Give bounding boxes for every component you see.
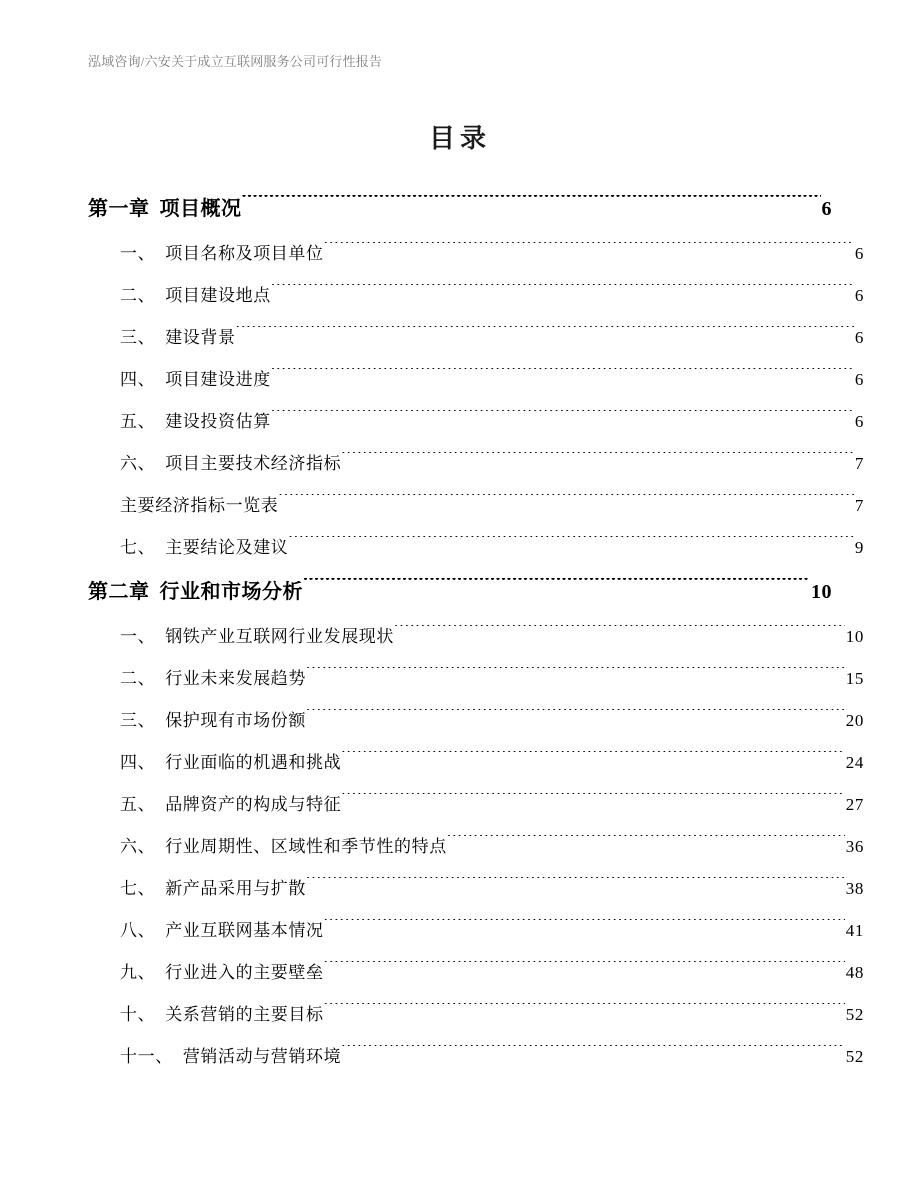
toc-entry-text: 项目主要技术经济指标 <box>165 454 342 473</box>
toc-leader-dots <box>447 835 845 852</box>
toc-page-number: 41 <box>845 921 864 940</box>
toc-entry-label <box>88 569 303 616</box>
toc-leader-dots <box>341 1045 845 1062</box>
toc-entry-label <box>88 186 242 233</box>
toc-entry-number: 五、 <box>120 412 156 431</box>
toc-leader-dots <box>324 1003 845 1020</box>
toc-page-number: 48 <box>845 963 864 982</box>
toc-entry-text: 新产品采用与扩散 <box>165 879 307 898</box>
toc-leader-dots <box>324 919 845 936</box>
toc-entry-number: 四、 <box>120 753 156 772</box>
toc-entry-label <box>120 275 271 317</box>
toc-entry-label <box>120 742 341 784</box>
toc-page-number: 6 <box>821 198 832 220</box>
toc-leader-dots <box>324 961 845 978</box>
toc-entry-label <box>120 658 306 700</box>
toc-leader-dots <box>288 536 853 553</box>
toc-entry-number: 第二章 <box>88 581 150 603</box>
toc-entry-number: 六、 <box>120 837 156 856</box>
toc-chapter-entry[interactable] <box>88 186 832 233</box>
toc-entry-label <box>120 317 236 359</box>
toc-entry-number: 第一章 <box>88 198 150 220</box>
toc-entry-number: 二、 <box>120 669 156 688</box>
toc-entry-label <box>120 700 306 742</box>
toc-entry-label <box>120 952 324 994</box>
toc-page-number: 52 <box>845 1047 864 1066</box>
toc-page-number: 9 <box>854 538 864 557</box>
toc-page-number: 6 <box>854 370 864 389</box>
toc-entry-text: 产业互联网基本情况 <box>165 921 324 940</box>
toc-leader-dots <box>271 284 854 301</box>
toc-entry-label <box>120 401 271 443</box>
toc-page-number: 7 <box>854 496 864 515</box>
toc-page-number: 7 <box>854 454 864 473</box>
toc-entry-text: 品牌资产的构成与特征 <box>165 795 342 814</box>
toc-page-number: 20 <box>845 711 864 730</box>
toc-entry-label <box>120 784 341 826</box>
toc-leader-dots <box>278 494 853 511</box>
toc-entry-number: 十、 <box>120 1005 156 1024</box>
toc-entry-text: 建设投资估算 <box>165 412 271 431</box>
toc-section-entry[interactable] <box>120 527 864 569</box>
toc-page-number: 24 <box>845 753 864 772</box>
toc-entry-number: 三、 <box>120 711 156 730</box>
toc-entry-text: 行业面临的机遇和挑战 <box>165 753 342 772</box>
toc-entry-text: 行业未来发展趋势 <box>165 669 307 688</box>
toc-leader-dots <box>306 709 845 726</box>
toc-section-entry[interactable] <box>120 700 864 742</box>
toc-entry-label <box>120 616 394 658</box>
toc-leader-dots <box>242 195 821 215</box>
toc-entry-number: 一、 <box>120 627 156 646</box>
toc-page-number: 6 <box>854 286 864 305</box>
toc-section-entry[interactable] <box>120 1036 864 1078</box>
toc-section-entry[interactable] <box>120 826 864 868</box>
toc-page-number: 6 <box>854 244 864 263</box>
toc-section-entry[interactable] <box>120 233 864 275</box>
toc-leader-dots <box>341 751 845 768</box>
toc-leader-dots <box>324 242 854 259</box>
toc-entry-label <box>120 359 271 401</box>
toc-page-number: 52 <box>845 1005 864 1024</box>
toc-entry-label <box>120 1036 341 1078</box>
toc-page-number: 6 <box>854 412 864 431</box>
page-title: 目录 <box>428 124 491 153</box>
toc-leader-dots <box>341 793 845 810</box>
running-header: 泓域咨询/六安关于成立互联网服务公司可行性报告 <box>88 54 383 69</box>
toc-entry-text: 项目概况 <box>159 198 242 220</box>
toc-entry-number: 九、 <box>120 963 156 982</box>
toc-section-entry[interactable] <box>120 910 864 952</box>
toc-leader-dots <box>341 452 854 469</box>
toc-entry-text: 建设背景 <box>165 328 236 347</box>
toc-section-entry[interactable] <box>120 994 864 1036</box>
toc-entry-label <box>120 485 278 527</box>
toc-entry-text: 行业进入的主要壁垒 <box>165 963 324 982</box>
toc-section-entry[interactable] <box>120 784 864 826</box>
toc-leader-dots <box>394 625 845 642</box>
toc-leader-dots <box>271 368 854 385</box>
toc-page-number: 27 <box>845 795 864 814</box>
toc-leader-dots <box>236 326 854 343</box>
toc-entry-label <box>120 233 324 275</box>
toc-leader-dots <box>271 410 854 427</box>
toc-page-number: 15 <box>845 669 864 688</box>
toc-page-number: 10 <box>845 627 864 646</box>
toc-section-entry[interactable] <box>120 616 864 658</box>
toc-entry-text: 项目建设地点 <box>165 286 271 305</box>
toc-entry-text: 项目名称及项目单位 <box>165 244 324 263</box>
toc-entry-text: 行业和市场分析 <box>159 581 303 603</box>
toc-entry-number: 十一、 <box>120 1047 173 1066</box>
toc-entry-label <box>120 443 341 485</box>
toc-page-number: 6 <box>854 328 864 347</box>
toc-entry-number: 二、 <box>120 286 156 305</box>
toc-entry-number: 一、 <box>120 244 156 263</box>
toc-entry-number: 七、 <box>120 538 156 557</box>
toc-page-number: 10 <box>811 581 832 603</box>
toc-entry-number: 四、 <box>120 370 156 389</box>
toc-entry-number: 六、 <box>120 454 156 473</box>
toc-entry-label <box>120 826 447 868</box>
toc-page-number: 38 <box>845 879 864 898</box>
toc-leader-dots <box>306 667 845 684</box>
toc-page-number: 36 <box>845 837 864 856</box>
toc-section-entry[interactable] <box>120 742 864 784</box>
toc-entry-label <box>120 527 288 569</box>
toc-section-entry[interactable] <box>120 359 864 401</box>
toc-leader-dots <box>306 877 845 894</box>
toc-entry-number: 三、 <box>120 328 156 347</box>
toc-entry-number: 八、 <box>120 921 156 940</box>
toc-entry-label <box>120 910 324 952</box>
toc-section-entry[interactable] <box>120 868 864 910</box>
toc-section-entry[interactable] <box>120 443 864 485</box>
toc-entry-text: 关系营销的主要目标 <box>165 1005 324 1024</box>
toc-entry-text: 行业周期性、区域性和季节性的特点 <box>165 837 447 856</box>
toc-entry-number: 七、 <box>120 879 156 898</box>
toc-section-entry[interactable] <box>120 317 864 359</box>
table-of-contents <box>88 186 864 1078</box>
toc-section-entry[interactable] <box>120 952 864 994</box>
toc-entry-text: 保护现有市场份额 <box>165 711 307 730</box>
toc-chapter-entry[interactable] <box>88 569 832 616</box>
toc-entry-label <box>120 994 324 1036</box>
toc-entry-number: 五、 <box>120 795 156 814</box>
toc-section-entry[interactable] <box>120 485 864 527</box>
toc-section-entry[interactable] <box>120 401 864 443</box>
toc-leader-dots <box>303 578 810 598</box>
toc-entry-text: 项目建设进度 <box>165 370 271 389</box>
toc-section-entry[interactable] <box>120 275 864 317</box>
toc-entry-text: 主要结论及建议 <box>165 538 289 557</box>
toc-entry-text: 主要经济指标一览表 <box>120 496 279 515</box>
toc-entry-text: 钢铁产业互联网行业发展现状 <box>165 627 395 646</box>
toc-entry-text: 营销活动与营销环境 <box>182 1047 342 1066</box>
toc-entry-label <box>120 868 306 910</box>
toc-section-entry[interactable] <box>120 658 864 700</box>
